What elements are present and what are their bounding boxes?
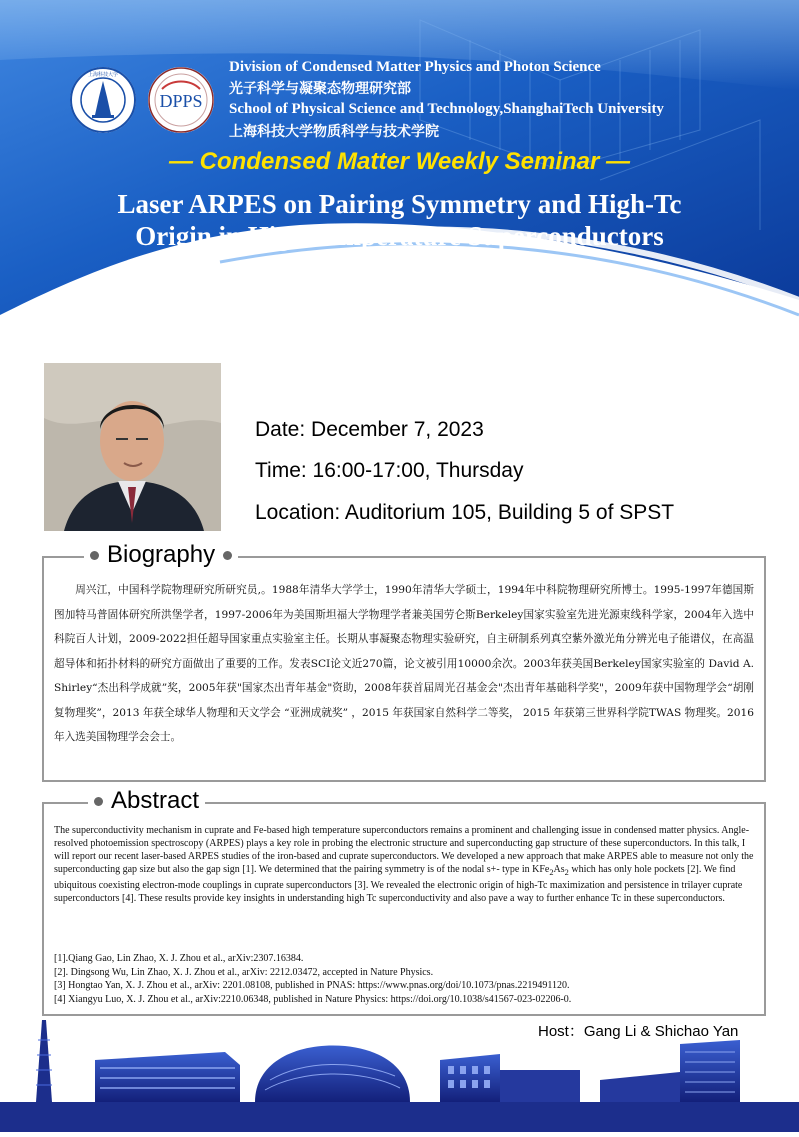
abstract-text-part3: which has only hole pockets [2]. We find ubiquitous coexisting electron-mode couplings in cuprate superconductors [3]. We revealed the electronic origin of high-Tc maximization and persistence in trilayer cuprate superconductors [4]. These results provide key insights in understanding high Tc superconductivity and also pave a way to further enhance Tc in these superconductors. bbox=[54, 864, 743, 904]
event-time: Time: 16:00-17:00, Thursday bbox=[255, 459, 524, 482]
abstract-heading bbox=[88, 787, 205, 815]
school-zh: 上海科技大学物质科学与技术学院 bbox=[229, 124, 439, 140]
school-en: School of Physical Science and Technology,ShanghaiTech University bbox=[229, 101, 664, 117]
bullet-dot-icon bbox=[94, 797, 103, 806]
svg-text:上海科技大学: 上海科技大学 bbox=[87, 72, 119, 78]
division-zh: 光子科学与凝聚态物理研究部 bbox=[229, 81, 411, 97]
biography-section bbox=[42, 541, 766, 782]
division-en: Division of Condensed Matter Physics and Photon Science bbox=[229, 59, 601, 75]
reference-item: [4] Xiangyu Luo, X. J. Zhou et al., arXiv:2210.06348, published in Nature Physics: https://doi.org/10.1038/s41567-023-02206-0. bbox=[54, 993, 572, 1005]
speaker-affiliation: Institute of Physics, Chinese Academy of Sciences bbox=[268, 328, 552, 343]
biography-heading-label: Biography bbox=[107, 541, 216, 568]
abstract-sub1: 2 bbox=[549, 868, 554, 877]
abstract-heading-label: Abstract bbox=[111, 787, 200, 814]
header-banner bbox=[0, 0, 799, 360]
biography-heading bbox=[84, 541, 238, 569]
event-date: Date: December 7, 2023 bbox=[255, 418, 484, 441]
speaker-photo bbox=[44, 363, 221, 531]
speaker-email: (XJZhou@iphy.ac.cn) bbox=[337, 306, 462, 321]
abstract-text bbox=[54, 824, 759, 905]
dpps-logo bbox=[148, 67, 214, 133]
talk-title-line1: Laser ARPES on Pairing Symmetry and High-Tc bbox=[117, 189, 682, 219]
reference-item: [1].Qiang Gao, Lin Zhao, X. J. Zhou et al., arXiv:2307.16384. bbox=[54, 953, 304, 964]
biography-text: 周兴江，中国科学院物理研究所研究员,。1988年清华大学学士，1990年清华大学硕士，1994年中科院物理研究所博士。1995-1997年德国斯图加特马普固体研究所洪堡学者，1997-2006年为美国斯坦福大学物理学者兼美国劳仑斯Berkeley国家实验室先进光源束线科学家，2004年入选中科院百人计划，2009-2022担任超导国家重点实验室主任。长期从事凝聚态物理实验研究，自主研制系列真空紫外激光角分辨光电子能谱仪，在高温超导体和拓扑材料的研究方面做出了重要的工作。发表SCI论文近270篇，论文被引用10000余次。2003年获美国Berkeley国家实验室的 David A. Shirley“杰出科学成就”奖，2005年获"国家杰出青年基金"资助，2008年获首届周光召基金会"杰出青年基础科学奖"，2009年获中国物理学会“胡刚复物理奖”，2013 年获全球华人物理和天文学会 “亚洲成就奖” ，2015 年获国家自然科学二等奖， 2015 年获第三世界科学院TWAS 物理奖。2016 年入选美国物理学会会士。 bbox=[54, 584, 754, 743]
bullet-dot-icon bbox=[223, 551, 232, 560]
talk-title-line2: Origin in High Temperature Superconductors bbox=[135, 221, 664, 251]
abstract-sub2: 2 bbox=[564, 868, 569, 877]
seminar-series: — Condensed Matter Weekly Seminar — bbox=[168, 148, 630, 175]
speaker-name: 周兴江 bbox=[366, 268, 433, 293]
abstract-text-part2: As bbox=[553, 864, 565, 875]
talk-title bbox=[0, 188, 799, 252]
abstract-section bbox=[42, 787, 766, 1016]
svg-text:DPPS: DPPS bbox=[159, 91, 203, 111]
event-location: Location: Auditorium 105, Building 5 of SPST bbox=[255, 501, 675, 524]
reference-item: [3] Hongtao Yan, X. J. Zhou et al., arXiv: 2201.08108, published in PNAS: https://www.pnas.org/doi/10.1073/pnas.2219491120. bbox=[54, 980, 570, 991]
reference-list bbox=[54, 952, 759, 1006]
reference-item: [2]. Dingsong Wu, Lin Zhao, X. J. Zhou et al., arXiv: 2212.03472, accepted in Nature Physics. bbox=[54, 966, 434, 978]
bullet-dot-icon bbox=[90, 551, 99, 560]
university-seal-logo bbox=[70, 67, 136, 133]
host-info: Host：Gang Li & Shichao Yan bbox=[538, 1023, 739, 1040]
abstract-text-part1: The superconductivity mechanism in cuprate and Fe-based high temperature superconductors remains a prominent and challenging issue in condensed matter physics. Angle-resolved photoemission spectroscopy (ARPES) plays a key role in probing the electronic structure and superconducting gap structure of these superconductors. In this talk, I will report our recent laser-based ARPES studies of the iron-based and cuprate superconductors. We developed a new approach that make ARPES able to measure not only the superconducting gap size but also the gap sign [1]. We determined that the pairing symmetry is of the nodal s+- type in KFe bbox=[54, 825, 754, 875]
